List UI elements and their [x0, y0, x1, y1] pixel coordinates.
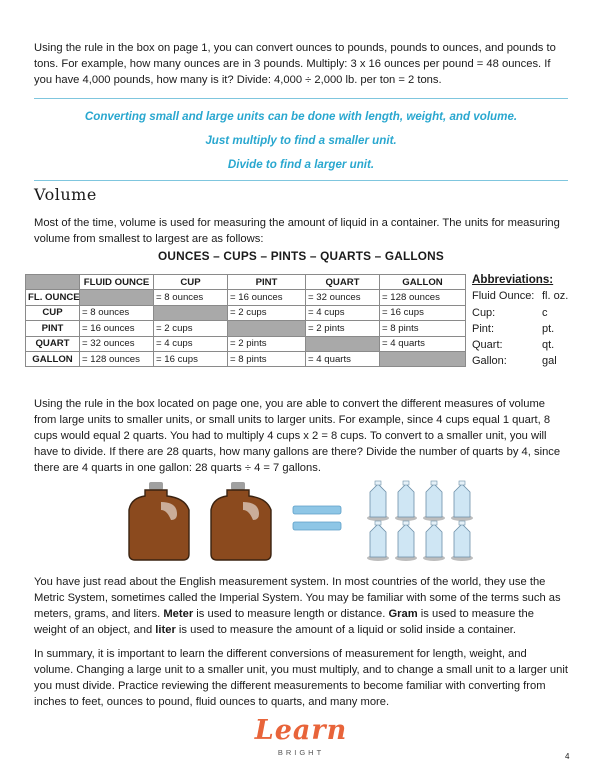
metric-text: is used to measure length or distance.: [193, 608, 389, 620]
table-cell: = 4 quarts: [380, 336, 466, 351]
table-cell: = 2 pints: [228, 336, 306, 351]
column-header: GALLON: [380, 275, 466, 290]
term-liter: liter: [155, 624, 176, 636]
quart-carton-icon: [367, 481, 389, 521]
conversion-paragraph: Using the rule in the box located on page one, you are able to convert the different measures of volume from large units to smaller units, or small units to larger units. For example, since 4 cups equal 1 quart, 8 cups would equal 2 quarts. You had to multiply 4 cups x 2 = 8 cups. To convert to a smaller unit, you will have to divide. If there are 28 quarts, how many gallons are there? Divide the number of quarts by 4, since there are 4 quarts in one gallon: 28 quarts ÷ 4 = 7 gallons.: [34, 398, 561, 474]
table-cell: = 128 ounces: [380, 290, 466, 305]
volume-conversion-table: [25, 274, 466, 367]
column-header: FLUID OUNCE: [80, 275, 154, 290]
table-cell: = 2 cups: [154, 321, 228, 336]
column-header: QUART: [306, 275, 380, 290]
term-gram: Gram: [388, 608, 418, 620]
table-row: [26, 290, 466, 305]
table-cell: = 16 ounces: [80, 321, 154, 336]
abbreviation-value: pt.: [542, 322, 555, 335]
table-cell: = 4 cups: [154, 336, 228, 351]
table-cell: = 8 ounces: [80, 305, 154, 320]
quart-carton-icon: [423, 521, 445, 561]
gallons-to-quarts-illustration: [125, 480, 485, 565]
table-cell: = 128 ounces: [80, 351, 154, 366]
abbreviation-value: qt.: [542, 339, 555, 352]
top-divider: [34, 98, 568, 99]
callout-line-1: Converting small and large units can be done with length, weight, and volume.: [84, 110, 518, 123]
abbreviations-title: Abbreviations:: [472, 273, 554, 286]
table-cell: = 2 pints: [306, 321, 380, 336]
abbreviation-value: c: [542, 306, 548, 319]
table-cell: = 16 cups: [380, 305, 466, 320]
table-cell: = 8 pints: [380, 321, 466, 336]
abbreviation-unit: Gallon:: [472, 355, 507, 368]
abbreviation-item: [472, 321, 582, 337]
table-header-row: [26, 275, 466, 290]
table-row: [26, 305, 466, 320]
quart-cartons-grid: [367, 481, 473, 561]
gallon-jug-icon: [211, 482, 271, 560]
abbreviation-unit: Cup:: [472, 306, 496, 319]
table-cell: = 32 ounces: [306, 290, 380, 305]
column-header: CUP: [154, 275, 228, 290]
quart-carton-icon: [367, 521, 389, 561]
intro-paragraph: Using the rule in the box on page 1, you can convert ounces to pounds, pounds to ounces, and pounds to tons. For example, how many ounces are in 3 pounds. Multiply: 3 x 16 ounces per pound = 48 ounces. If you have 4,000 pounds, how many is it? Divide: 4,000 ÷ 2,000 lb. per ton = 2 tons.: [34, 42, 556, 86]
gallon-jug-icon: [129, 482, 189, 560]
table-row: [26, 321, 466, 336]
page-number: 4: [565, 752, 570, 761]
quart-carton-icon: [423, 481, 445, 521]
summary-paragraph: In summary, it is important to learn the different conversions of measurement for length, weight, and volume. Changing a large unit to a smaller unit, you must multiply, and to change a small unit to a larger unit you must divide. Practice reviewing the different measurements to become familiar with converting from inches to feet, ounces to pound, fluid ounces to quarts, and many more.: [34, 648, 568, 708]
table-cell: = 4 cups: [306, 305, 380, 320]
learn-bright-logo: [246, 716, 356, 772]
metric-text: You have just read about the English measurement system. In most countries of the world, they use the Metric System, sometimes called the Imperial System. You may be familiar with some of the terms such as meters, grams, and liters.: [34, 576, 561, 620]
volume-intro-paragraph: Most of the time, volume is used for measuring the amount of liquid in a container. The units for measuring volume from smallest to largest are as follows:: [34, 217, 560, 245]
metric-paragraph: [34, 574, 568, 638]
callout-line-3: Divide to find a larger unit.: [227, 158, 375, 171]
table-cell: [306, 336, 380, 351]
abbreviation-unit: Pint:: [472, 322, 495, 335]
section-heading-volume: Volume: [34, 185, 97, 204]
metric-text: is used to measure the amount of a liquid or solid inside a container.: [175, 624, 517, 636]
table-cell: = 16 ounces: [228, 290, 306, 305]
abbreviation-value: fl. oz.: [542, 290, 569, 303]
table-cell: [154, 305, 228, 320]
table-cell: = 16 cups: [154, 351, 228, 366]
abbreviation-unit: Fluid Ounce:: [472, 290, 535, 303]
callout-line-2: Just multiply to find a smaller unit.: [205, 134, 397, 147]
metric-text: is used to measure the weight of an object, and: [34, 608, 534, 636]
unit-order-line: OUNCES – CUPS – PINTS – QUARTS – GALLONS: [158, 249, 444, 263]
term-meter: Meter: [163, 608, 194, 620]
table-cell: [380, 351, 466, 366]
abbreviation-item: [472, 305, 582, 321]
quart-carton-icon: [451, 481, 473, 521]
abbreviation-value: gal: [542, 355, 557, 368]
bottom-divider: [34, 180, 568, 181]
abbreviation-item: [472, 353, 582, 369]
equals-icon: [293, 506, 341, 530]
table-cell: [80, 290, 154, 305]
quart-carton-icon: [451, 521, 473, 561]
quart-carton-icon: [395, 521, 417, 561]
logo-word: Learn: [254, 715, 348, 746]
abbreviation-unit: Quart:: [472, 339, 503, 352]
row-header: PINT: [26, 321, 80, 336]
quart-carton-icon: [395, 481, 417, 521]
table-cell: = 4 quarts: [306, 351, 380, 366]
row-header: FL. OUNCE: [26, 290, 80, 305]
table-cell: [228, 321, 306, 336]
table-cell: = 8 pints: [228, 351, 306, 366]
logo-subtitle: BRIGHT: [277, 748, 325, 757]
table-cell: = 8 ounces: [154, 290, 228, 305]
abbreviation-item: [472, 337, 582, 353]
row-header: GALLON: [26, 351, 80, 366]
abbreviations-box: [472, 272, 582, 370]
table-cell: = 2 cups: [228, 305, 306, 320]
table-corner-cell: [26, 275, 80, 290]
table-row: [26, 336, 466, 351]
table-row: [26, 351, 466, 366]
row-header: QUART: [26, 336, 80, 351]
table-cell: = 32 ounces: [80, 336, 154, 351]
column-header: PINT: [228, 275, 306, 290]
row-header: CUP: [26, 305, 80, 320]
abbreviation-item: [472, 288, 582, 304]
